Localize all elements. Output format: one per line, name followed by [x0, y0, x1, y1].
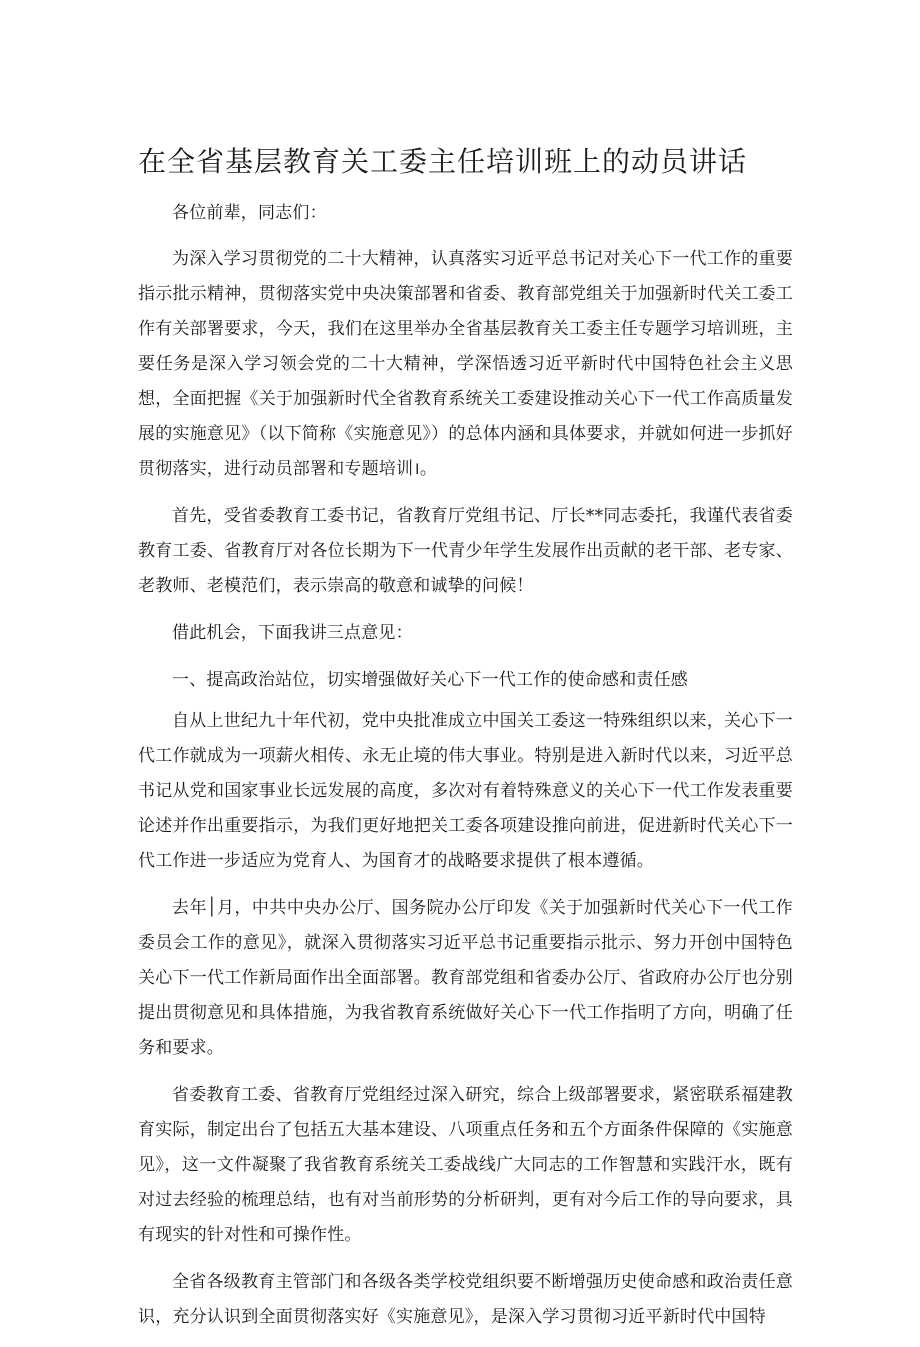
salutation: 各位前辈，同志们： [172, 203, 327, 223]
body-paragraph: 全省各级教育主管部门和各级各类学校党组织要不断增强历史使命感和政治责任意识，充分认识到全面贯彻落实好《实施意见》，是深入学习贯彻习近平新时代中国特 [138, 1272, 793, 1327]
section-heading: 一、提高政治站位，切实增强做好关心下一代工作的使命感和责任感 [172, 670, 688, 690]
body-paragraph: 借此机会，下面我讲三点意见： [172, 623, 413, 643]
document-title: 在全省基层教育关工委主任培训班上的动员讲话 [138, 145, 748, 178]
body-paragraph: 为深入学习贯彻党的二十大精神，认真落实习近平总书记对关心下一代工作的重要指示批示精神，贯彻落实党中央决策部署和省委、教育部党组关于加强新时代关工委工作有关部署要求，今天，我们在这里举办全省基层教育关工委主任专题学习培训班，主要任务是深入学习领会党的二十大精神，学深悟透习近平新时代中国特色社会主义思想，全面把握《关于加强新时代全省教育系统关工委建设推动关心下一代工作高质量发展的实施意见》（以下简称《实施意见》）的总体内涵和具体要求，并就如何进一步抓好贯彻落实，进行动员部署和专题培训।。 [138, 249, 793, 479]
body-paragraph: 首先，受省委教育工委书记，省教育厅党组书记、厅长**同志委托，我谨代表省委教育工委、省教育厅对各位长期为下一代青少年学生发展作出贡献的老干部、老专家、老教师、老模范们，表示崇高的敬意和诚挚的问候！ [138, 506, 793, 596]
document-body [138, 196, 793, 1347]
body-paragraph: 去年׀月，中共中央办公厅、国务院办公厅印发《关于加强新时代关心下一代工作委员会工作的意见》，就深入贯彻落实习近平总书记重要指示批示、努力开创中国特色关心下一代工作新局面作出全面部署。教育部党组和省委办公厅、省政府办公厅也分别提出贯彻意见和具体措施，为我省教育系统做好关心下一代工作指明了方向，明确了任务和要求。 [138, 898, 793, 1058]
body-paragraph: 自从上世纪九十年代初，党中央批准成立中国关工委这一特殊组织以来，关心下一代工作就成为一项薪火相传、永无止境的伟大事业。特别是进入新时代以来，习近平总书记从党和国家事业长远发展的高度，多次对有着特殊意义的关心下一代工作发表重要论述并作出重要指示，为我们更好地把关工委各项建设推向前进，促进新时代关心下一代工作进一步适应为党育人、为国育才的战略要求提供了根本遵循。 [138, 711, 793, 871]
body-paragraph: 省委教育工委、省教育厅党组经过深入研究，综合上级部署要求，紧密联系福建教育实际，制定出台了包括五大基本建设、八项重点任务和五个方面条件保障的《实施意见》，这一文件凝聚了我省教育系统关工委战线广大同志的工作智慧和实践汗水，既有对过去经验的梳理总结，也有对当前形势的分析研判，更有对今后工作的导向要求，具有现实的针对性和可操作性。 [138, 1085, 793, 1245]
